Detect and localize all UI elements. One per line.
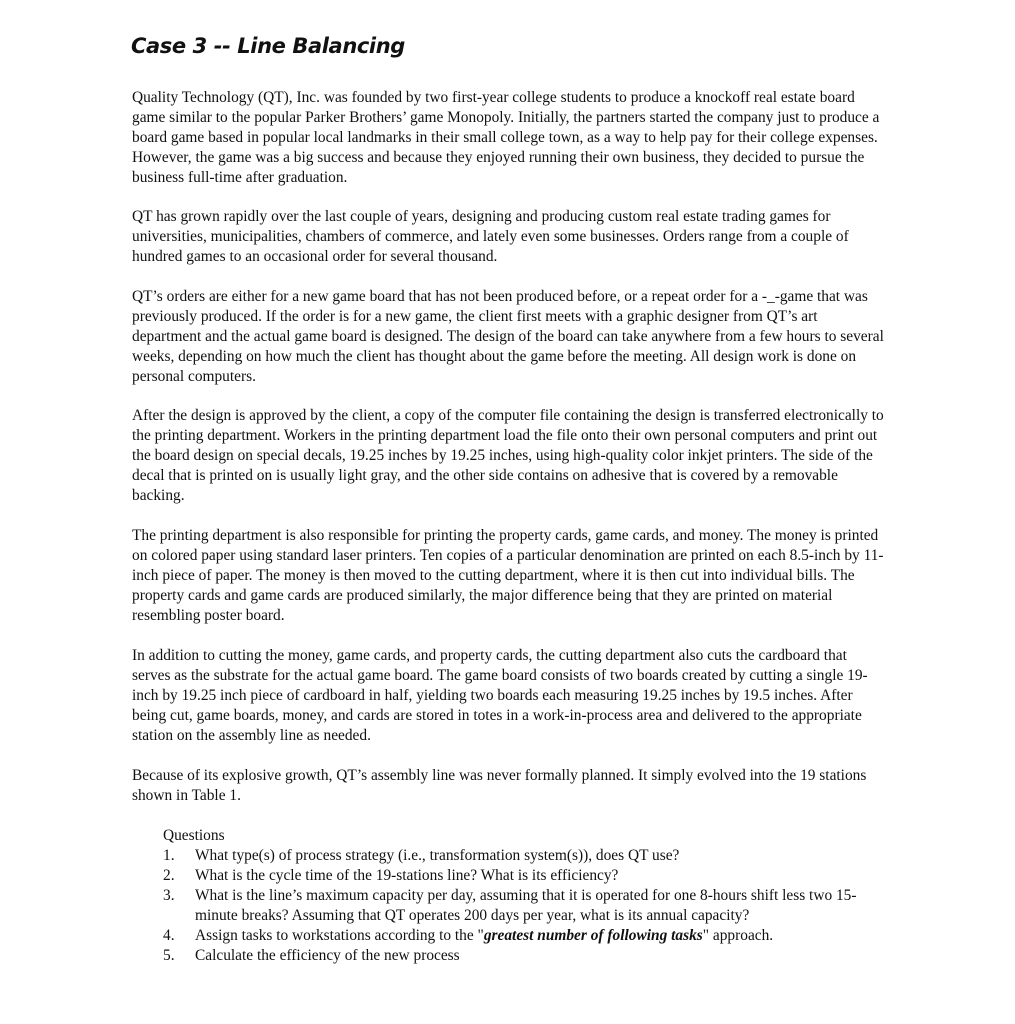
paragraph-assembly-line: Because of its explosive growth, QT’s assembly line was never formally planned. It simply evolved into the 19 stations shown in Table 1. (132, 767, 867, 804)
question-item (163, 886, 883, 926)
questions-heading: Questions (163, 827, 225, 844)
question-number: 4. (163, 927, 175, 944)
question-number: 2. (163, 867, 175, 884)
paragraph-orders: QT’s orders are either for a new game board that has not been produced before, or a repeat order for a -_-game that was previously produced. If the order is for a new game, the client first meets with a graphic designer from QT’s art department and the actual game board is designed. The design of the board can take anywhere from a few hours to several weeks, depending on how much the client has thought about the game before the meeting. All design work is done on personal computers. (132, 288, 884, 385)
question-emphasis: greatest number of following tasks (483, 927, 703, 944)
question-item (163, 846, 883, 866)
question-text: What type(s) of process strategy (i.e., transformation system(s)), does QT use? (195, 847, 680, 864)
question-number: 5. (163, 947, 175, 964)
questions-list (163, 846, 883, 966)
question-text (195, 926, 883, 946)
paragraph-company-history: Quality Technology (QT), Inc. was founded by two first-year college students to produce a knockoff real estate board game similar to the popular Parker Brothers’ game Monopoly. Initially, the partners started the company just to produce a board game based in popular local landmarks in their small college town, as a way to help pay for their college expenses. However, the game was a big success and because they enjoyed running their own business, they decided to pursue the business full-time after graduation. (132, 89, 880, 186)
paragraph-printing: After the design is approved by the client, a copy of the computer file containing the design is transferred electronically to the printing department. Workers in the printing department load the file onto their own personal computers and print out the board design on special decals, 19.25 inches by 19.25 inches, using high-quality color inkjet printers. The side of the decal that is printed on is usually light gray, and the other side contains on adhesive that is covered by a removable backing. (132, 407, 884, 504)
question-item (163, 866, 883, 886)
paragraph-growth: QT has grown rapidly over the last couple of years, designing and producing custom real estate trading games for universities, municipalities, chambers of commerce, and lately even some businesses. Orders range from a couple of hundred games to an occasional order for several thousand. (132, 208, 849, 265)
question-text-pre: Assign tasks to workstations according to the " (195, 927, 484, 944)
paragraph-cutting: In addition to cutting the money, game cards, and property cards, the cutting department also cuts the cardboard that serves as the substrate for the actual game board. The game board consists of two boards created by cutting a single 19-inch by 19.25 inch piece of cardboard in half, yielding two boards each measuring 19.25 inches by 19.5 inches. After being cut, game boards, money, and cards are stored in totes in a work-in-process area and delivered to the appropriate station on the assembly line as needed. (132, 647, 868, 744)
question-text-post: " approach. (702, 927, 774, 944)
questions-section (163, 826, 883, 966)
question-number: 1. (163, 847, 175, 864)
question-text: What is the cycle time of the 19-stations line? What is its efficiency? (195, 867, 619, 884)
question-number: 3. (163, 887, 175, 904)
document-title: Case 3 -- Line Balancing (131, 34, 405, 58)
question-text: What is the line’s maximum capacity per day, assuming that it is operated for one 8-hours shift less two 15-minute breaks? Assuming that QT operates 200 days per year, what is its annual capacity? (195, 887, 857, 924)
question-text: Calculate the efficiency of the new process (195, 947, 460, 964)
question-item (163, 926, 883, 946)
paragraph-printing-department: The printing department is also responsible for printing the property cards, game cards, and money. The money is printed on colored paper using standard laser printers. Ten copies of a particular denomination are printed on each 8.5-inch by 11-inch piece of paper. The money is then moved to the cutting department, where it is then cut into individual bills. The property cards and game cards are produced similarly, the major difference being that they are printed on material resembling poster board. (132, 527, 884, 624)
question-item (163, 946, 883, 966)
